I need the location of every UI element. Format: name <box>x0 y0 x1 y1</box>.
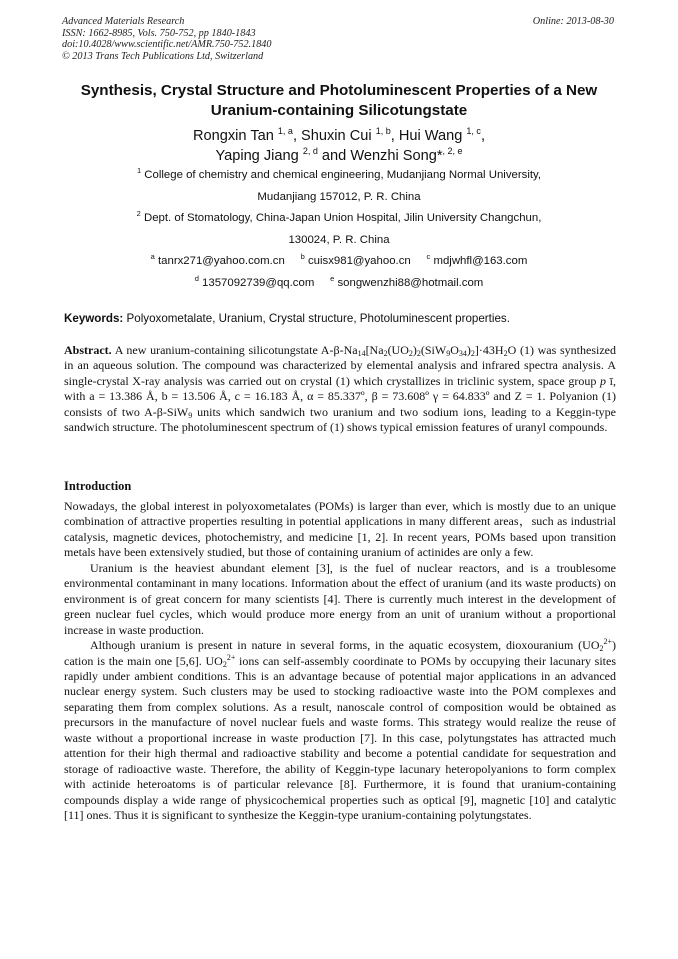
email-link[interactable]: mdjwhfl@163.com <box>433 255 528 267</box>
subscript: 14 <box>357 349 366 358</box>
abstract-text: ī, with a = 13.386 Å, b = 13.506 Å, c = 16.183 Å, α = 85.337º, β = 73.608º γ = 64.833º and Z = 1. Polyanion (1) consists of two A-β-SiW <box>64 373 616 419</box>
affiliation-text: College of chemistry and chemical engineering, Mudanjiang Normal University, <box>144 169 542 181</box>
author-line-2 <box>50 146 628 166</box>
abstract-text: units which sandwich two uranium and two sodium ions, leading to a Keggin-type sandwich structure. The photoluminescent spectrum of (1) shows typical emission features of uranyl compounds. <box>64 404 617 435</box>
keywords <box>64 312 616 325</box>
author-list <box>50 126 628 166</box>
abstract-text: ) <box>412 343 417 357</box>
issn-line: ISSN: 1662-8985, Vols. 750-752, pp 1840-1843 <box>62 27 256 39</box>
affiliation-2 <box>50 208 628 251</box>
abstract-text: O <box>450 343 459 357</box>
email-mark: d <box>194 273 199 283</box>
subscript: 2 <box>383 349 388 358</box>
abstract-text: O (1) was synthesized in an aqueous solution. The compound was characterized by elemental analysis and infrared spectra analysis. A single-crystal X-ray analysis was carried out on crystal (1) which crystallizes in triclinic system, space group <box>64 343 616 388</box>
subscript: 2 <box>599 644 604 654</box>
superscript: 2+ <box>603 637 612 647</box>
abstract-text: (UO <box>387 343 409 357</box>
email-mark: e <box>330 273 335 283</box>
abstract-text: (SiW <box>420 343 447 357</box>
paragraph-text: Although uranium is present in nature in several forms, in the aquatic ecosystem, dioxouranium (UO <box>90 638 600 653</box>
section-heading: Introduction <box>64 479 132 493</box>
keywords-text: Polyoxometalate, Uranium, Crystal structure, Photoluminescent properties. <box>126 312 510 325</box>
journal-name: Advanced Materials Research <box>62 16 185 27</box>
author-conjunction: and <box>321 148 347 164</box>
subscript: 34 <box>458 349 467 358</box>
affiliation-text: Dept. of Stomatology, China-Japan Union Hospital, Jilin University Changchun, <box>143 212 542 224</box>
title-line-1: Synthesis, Crystal Structure and Photoluminescent Properties of a New <box>80 82 598 99</box>
subscript: 2 <box>408 349 413 358</box>
email-mark: c <box>426 252 431 261</box>
author-name: Wenzhi Song* <box>350 148 443 164</box>
abstract-text: [Na <box>365 343 384 357</box>
affiliation-1 <box>50 165 628 208</box>
paragraph <box>64 638 616 823</box>
email-mark: b <box>300 252 305 261</box>
subscript: 9 <box>446 349 451 358</box>
affiliation-2-line-2: 130024, P. R. China <box>288 233 390 246</box>
subscript: 9 <box>188 410 193 420</box>
affiliation-mark: 2 <box>136 209 141 218</box>
subscript: 2 <box>503 349 508 358</box>
email-line-2 <box>50 273 628 295</box>
title-line-2: Uranium-containing Silicotungstate <box>210 102 468 119</box>
author-affil-mark: 2, d <box>302 146 318 156</box>
author-affil-mark: , 2, e <box>442 146 463 156</box>
abstract-text: A new uranium-containing silicotungstate A-β-Na <box>114 343 358 357</box>
author-line-1 <box>50 126 628 146</box>
email-link[interactable]: tanrx271@yahoo.com.cn <box>157 255 285 267</box>
affiliation-mark: 1 <box>136 166 142 175</box>
email-link[interactable]: 1357092739@qq.com <box>202 276 315 289</box>
author-affil-mark: 1, c <box>466 126 481 136</box>
author-name: Yaping Jiang <box>215 148 299 164</box>
author-name: Shuxin Cui <box>301 128 372 144</box>
affiliation-2-line-1 <box>50 208 628 230</box>
introduction-body <box>64 499 616 824</box>
author-separator: , <box>292 128 302 144</box>
subscript: 2 <box>222 659 227 669</box>
abstract-text: ]·43H <box>474 343 504 357</box>
keywords-label: Keywords: <box>64 312 124 325</box>
online-date: Online: 2013-08-30 <box>532 16 614 27</box>
paragraph-text: ions can self-assembly coordinate to POMs by occupying their lacunary sites rapidly under ambient conditions. This is an advantage because of potential major applications in an advanced nuclear energy system. Such clusters may be used to stocking radioactive waste into the POM complexes and separating them from complex solutions. As a result, nanoscale control of composition would be obtained as precursors in the manufacture of novel nuclear fuels and waste forms. This strategy would realize the reuse of waste without a proportional increase in waste production [7]. In this case, polytungstates has attracted much attention for their high thermal and radioactive stability and become a potential candidate for sequestration and storage of radioactive waste. Therefore, the ability of Keggin-type lacunary heteropolyanions to form complex with actinide heteroatoms is of particular relevance [8]. Furthermore, it is found that uranium-containing compounds display a wide range of physicochemical properties such as optical [9], magnetic [10] and catalytic [11] ones. Thus it is significant to synthesize the Keggin-type uranium-containing polytungstates. <box>64 653 616 823</box>
author-name: Rongxin Tan <box>192 128 274 144</box>
paragraph: Uranium is the heaviest abundant element [3], is the fuel of nuclear reactors, and is a troublesome environmental contaminant in many locations. Information about the effect of uranium (and its waste products) on environment is of great concern for many scientists [4]. There is currently much interest in the development of green nuclear fuel cycles, which would produce more energy from an unit of uranium without a proportional increase in waste production. <box>64 560 616 637</box>
subscript: 2 <box>470 349 475 358</box>
space-group-symbol: p <box>600 373 606 388</box>
author-separator: , <box>480 128 485 144</box>
affiliation-1-line-2: Mudanjiang 157012, P. R. China <box>257 190 421 203</box>
email-link[interactable]: cuisx981@yahoo.cn <box>307 255 411 267</box>
abstract-text: ) <box>466 343 471 357</box>
copyright-line: © 2013 Trans Tech Publications Ltd, Switzerland <box>62 50 264 62</box>
email-list <box>50 251 628 294</box>
superscript: 2+ <box>226 652 236 662</box>
paragraph-text: ) cation is the main one [5,6]. UO <box>64 638 616 668</box>
email-line-1 <box>50 251 628 273</box>
doi-line: doi:10.4028/www.scientific.net/AMR.750-752.1840 <box>62 39 272 51</box>
author-affil-mark: 1, a <box>277 126 293 136</box>
abstract-label: Abstract. <box>64 343 112 357</box>
affiliation-1-line-1 <box>50 165 628 187</box>
journal-header <box>62 16 271 62</box>
author-separator: , <box>390 128 399 144</box>
subscript: 2 <box>416 349 421 358</box>
abstract <box>64 343 616 436</box>
email-link[interactable]: songwenzhi88@hotmail.com <box>337 276 484 289</box>
email-mark: a <box>150 252 155 261</box>
paper-title <box>50 81 628 121</box>
author-affil-mark: 1, b <box>375 126 391 136</box>
author-name: Hui Wang <box>398 128 463 144</box>
paragraph: Nowadays, the global interest in polyoxometalates (POMs) is larger than ever, which is mostly due to an unique combination of attractive properties resulting in potential applications in many different areas，such as industrial catalysis, magnetic devices, photochemistry, and medicine [1, 2]. In recent years, POMs based upon transition metals have been extensively studied, but those of containing uranium of actinides are only a few. <box>64 499 616 560</box>
